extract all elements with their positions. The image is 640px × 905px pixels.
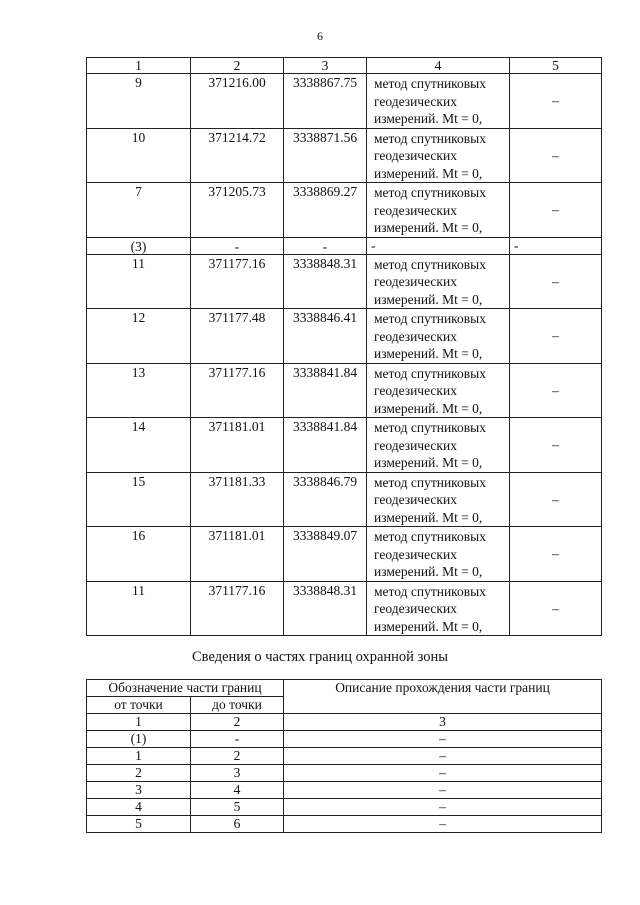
column-5-value: –	[510, 418, 602, 473]
method-line: геодезических	[374, 328, 457, 344]
coordinate-x: 371177.16	[191, 581, 284, 636]
method-line: измерений. Mt = 0,	[374, 165, 483, 181]
coordinate-y: 3338841.84	[284, 363, 367, 418]
method-description	[367, 74, 510, 129]
coordinate-y: 3338869.27	[284, 183, 367, 238]
header-group: Обозначение части границ	[87, 680, 284, 697]
method-description	[367, 472, 510, 527]
coordinate-x: 371216.00	[191, 74, 284, 129]
coordinate-x: 371214.72	[191, 128, 284, 183]
method-line: метод спутниковых	[374, 130, 486, 146]
column-header: 1	[87, 58, 191, 74]
coordinate-x: 371177.16	[191, 254, 284, 309]
method-line: измерений. Mt = 0,	[374, 564, 483, 579]
method-line: измерений. Mt = 0,	[374, 220, 483, 235]
method-description	[367, 309, 510, 364]
column-5-value: –	[510, 363, 602, 418]
to-point: 2	[191, 748, 284, 765]
header-to-point: до точки	[191, 697, 284, 714]
table-row	[87, 799, 602, 816]
to-point: -	[191, 731, 284, 748]
coordinate-y: 3338841.84	[284, 418, 367, 473]
point-number: 10	[87, 128, 191, 183]
column-5-value: –	[510, 472, 602, 527]
to-point: 6	[191, 816, 284, 833]
coordinate-y: 3338848.31	[284, 254, 367, 309]
method-line: измерений. Mt = 0,	[374, 400, 483, 416]
coordinate-x: -	[191, 237, 284, 254]
header-description: Описание прохождения части границ	[284, 680, 602, 714]
method-line: геодезических	[374, 274, 457, 289]
part-description: –	[284, 782, 602, 799]
method-line: измерений. Mt = 0,	[374, 291, 483, 307]
column-5-value: -	[510, 237, 602, 254]
point-number: 16	[87, 527, 191, 582]
from-point: (1)	[87, 731, 191, 748]
table-row	[87, 237, 602, 254]
table-row	[87, 74, 602, 129]
method-line: метод спутниковых	[374, 76, 486, 91]
method-description	[367, 183, 510, 238]
method-line: геодезических	[374, 202, 457, 218]
coordinate-y: 3338867.75	[284, 74, 367, 129]
coordinate-y: -	[284, 237, 367, 254]
from-point: 3	[87, 782, 191, 799]
column-5-value: –	[510, 309, 602, 364]
method-description	[367, 527, 510, 582]
point-number: 12	[87, 309, 191, 364]
point-number: 15	[87, 472, 191, 527]
method-line: геодезических	[374, 383, 457, 398]
column-5-value: –	[510, 183, 602, 238]
method-line: геодезических	[374, 437, 457, 453]
column-5-value: –	[510, 581, 602, 636]
coordinate-y: 3338846.41	[284, 309, 367, 364]
method-line: геодезических	[374, 93, 457, 109]
part-description: –	[284, 765, 602, 782]
table-row	[87, 472, 602, 527]
column-5-value: –	[510, 254, 602, 309]
column-header: 3	[284, 58, 367, 74]
method-line: геодезических	[374, 492, 457, 507]
coordinate-y: 3338849.07	[284, 527, 367, 582]
part-description: –	[284, 731, 602, 748]
from-point: 1	[87, 748, 191, 765]
point-number: 13	[87, 363, 191, 418]
column-5-value: –	[510, 527, 602, 582]
table-row	[87, 309, 602, 364]
part-description: –	[284, 816, 602, 833]
method-description	[367, 418, 510, 473]
table-row	[87, 782, 602, 799]
table-row	[87, 765, 602, 782]
column-5-value: –	[510, 74, 602, 129]
from-point: 2	[87, 765, 191, 782]
table-row	[87, 128, 602, 183]
parts-header-row	[87, 680, 602, 697]
point-number: 14	[87, 418, 191, 473]
column-header: 4	[367, 58, 510, 74]
table-header-row	[87, 58, 602, 74]
section-title: Сведения о частях границ охранной зоны	[192, 649, 448, 665]
method-line: метод спутниковых	[374, 256, 486, 272]
coordinate-x: 371177.48	[191, 309, 284, 364]
coordinate-x: 371181.01	[191, 527, 284, 582]
coordinate-x: 371177.16	[191, 363, 284, 418]
method-description	[367, 254, 510, 309]
method-line: метод спутниковых	[374, 185, 486, 200]
method-line: измерений. Mt = 0,	[374, 111, 483, 126]
part-description: –	[284, 799, 602, 816]
coordinate-y: 3338848.31	[284, 581, 367, 636]
method-line: измерений. Mt = 0,	[374, 455, 483, 470]
coordinates-table	[86, 57, 602, 636]
method-description	[367, 363, 510, 418]
header-from-point: от точки	[87, 697, 191, 714]
to-point: 3	[191, 765, 284, 782]
method-description	[367, 581, 510, 636]
boundary-parts-table	[86, 679, 602, 833]
coordinate-x: 371181.33	[191, 472, 284, 527]
method-line: измерений. Mt = 0,	[374, 346, 483, 361]
method-line: геодезических	[374, 148, 457, 163]
coordinate-x: 371181.01	[191, 418, 284, 473]
table-row	[87, 183, 602, 238]
method-line: метод спутниковых	[374, 583, 486, 599]
method-line: метод спутниковых	[374, 311, 486, 326]
point-number: 11	[87, 581, 191, 636]
table-row	[87, 731, 602, 748]
column-number: 3	[284, 714, 602, 731]
method-line: измерений. Mt = 0,	[374, 509, 483, 525]
method-line: -	[371, 237, 376, 253]
page-number: 6	[317, 29, 323, 43]
parts-numbering-row	[87, 714, 602, 731]
method-description	[367, 237, 510, 254]
coordinate-y: 3338846.79	[284, 472, 367, 527]
table-row	[87, 418, 602, 473]
method-line: метод спутниковых	[374, 529, 486, 544]
to-point: 4	[191, 782, 284, 799]
column-number: 2	[191, 714, 284, 731]
point-number: 11	[87, 254, 191, 309]
method-line: геодезических	[374, 601, 457, 616]
from-point: 4	[87, 799, 191, 816]
method-line: метод спутниковых	[374, 365, 486, 381]
point-number: (3)	[87, 237, 191, 254]
method-line: метод спутниковых	[374, 420, 486, 435]
point-number: 7	[87, 183, 191, 238]
point-number: 9	[87, 74, 191, 129]
table-row	[87, 816, 602, 833]
column-header: 5	[510, 58, 602, 74]
table-row	[87, 254, 602, 309]
part-description: –	[284, 748, 602, 765]
column-header: 2	[191, 58, 284, 74]
column-5-value: –	[510, 128, 602, 183]
method-line: геодезических	[374, 546, 457, 562]
method-line: метод спутниковых	[374, 474, 486, 490]
method-line: измерений. Mt = 0,	[374, 618, 483, 634]
table-row	[87, 527, 602, 582]
table-row	[87, 581, 602, 636]
coordinate-x: 371205.73	[191, 183, 284, 238]
table-row	[87, 748, 602, 765]
table-row	[87, 363, 602, 418]
column-number: 1	[87, 714, 191, 731]
method-description	[367, 128, 510, 183]
from-point: 5	[87, 816, 191, 833]
to-point: 5	[191, 799, 284, 816]
coordinate-y: 3338871.56	[284, 128, 367, 183]
